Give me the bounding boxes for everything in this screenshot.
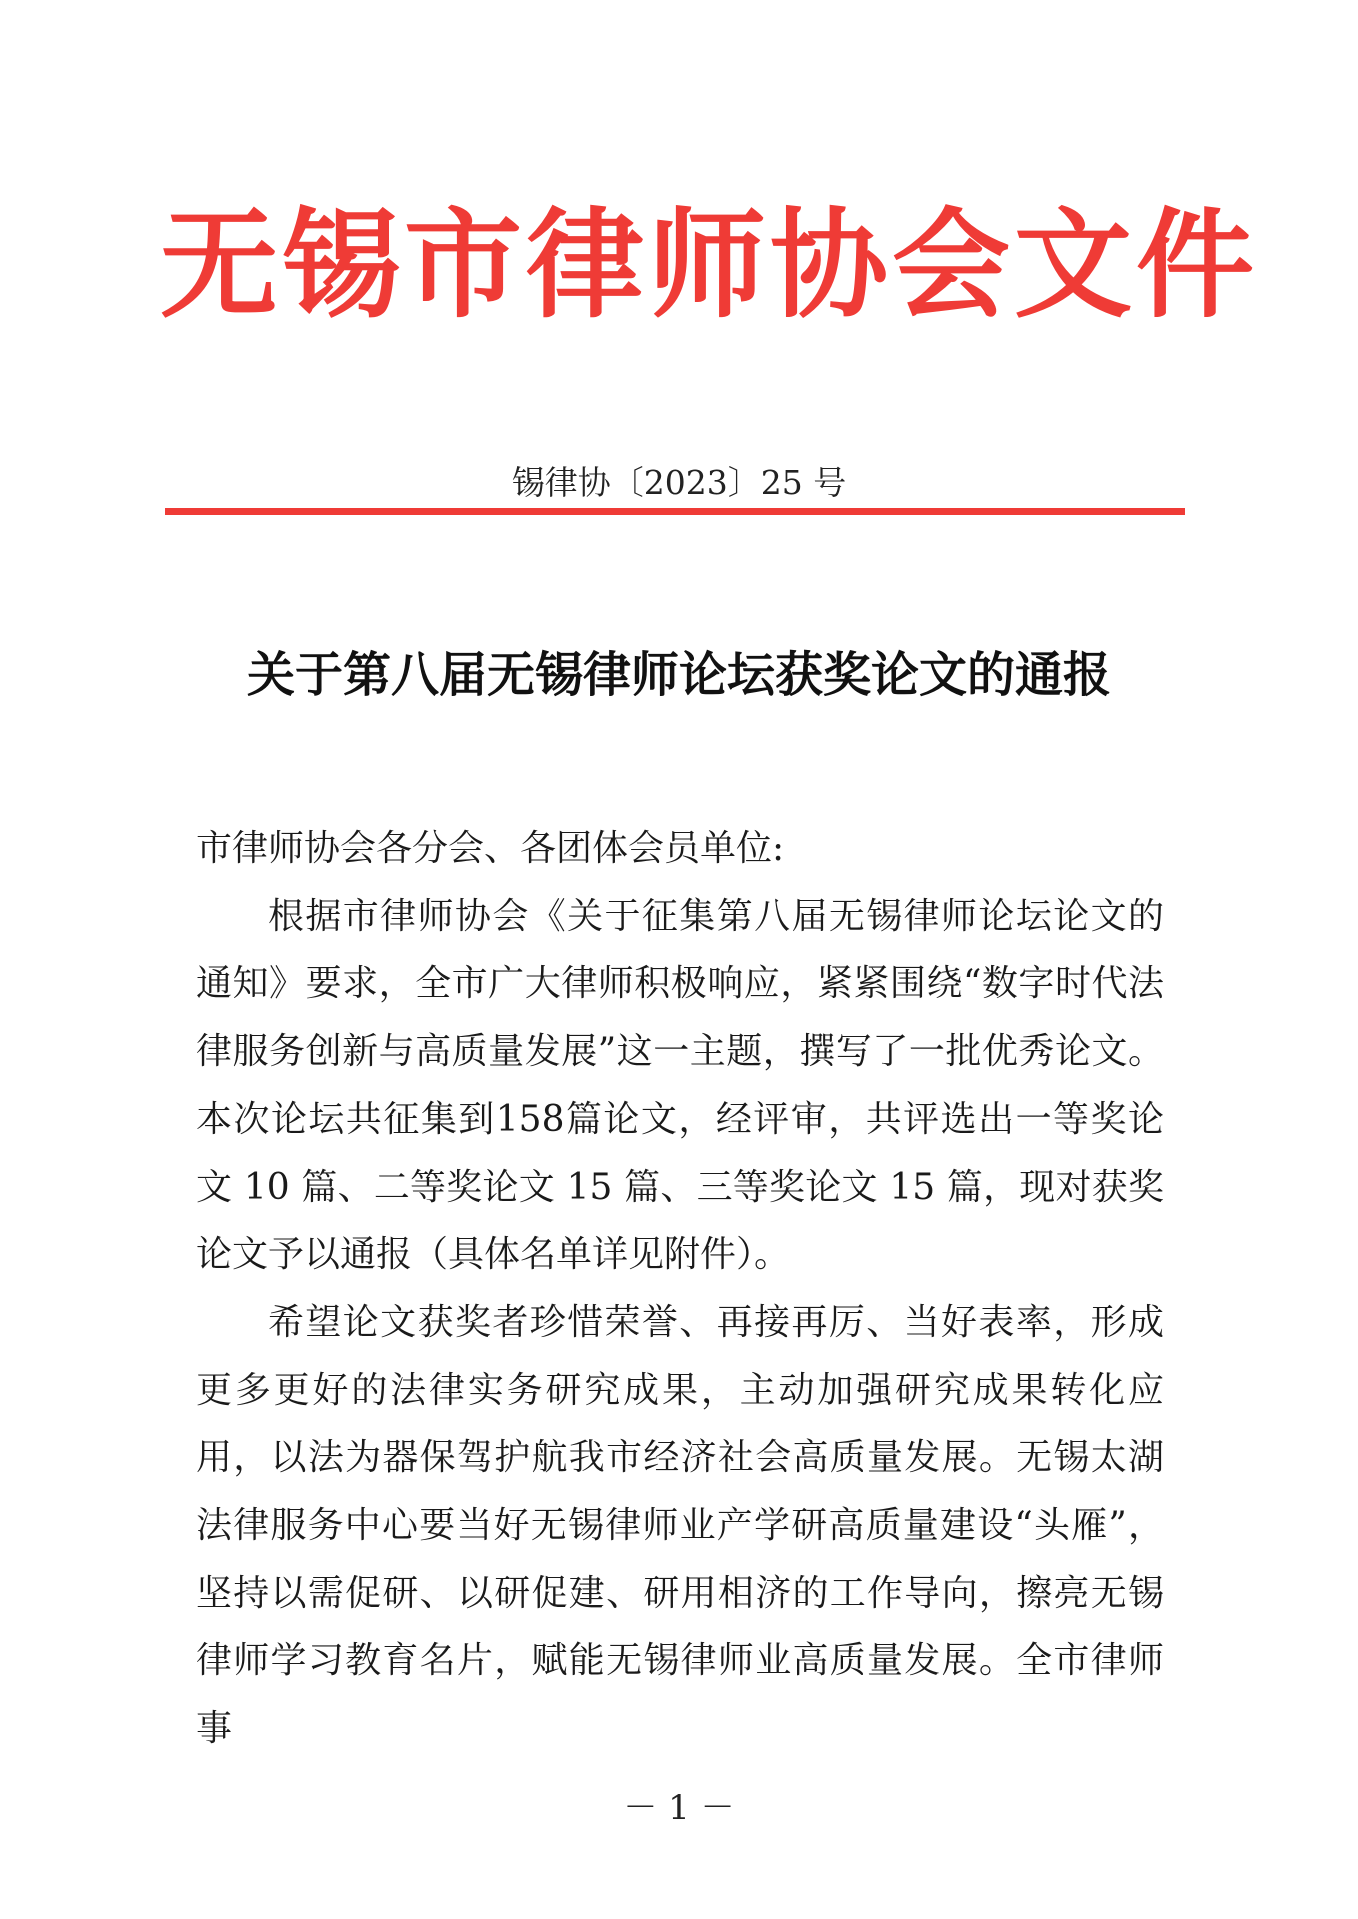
body-paragraph-1: 根据市律师协会《关于征集第八届无锡律师论坛论文的通知》要求，全市广大律师积极响应，紧紧围绕“数字时代法律服务创新与高质量发展”这一主题，撰写了一批优秀论文。本次论坛共征集到158篇论文，经评审，共评选出一等奖论文 10 篇、二等奖论文 15 篇、三等奖论文 15 篇，现对获奖论文予以通报（具体名单详见附件）。 xyxy=(196,895,1164,1276)
red-divider-line xyxy=(165,508,1185,515)
body-paragraph-2: 希望论文获奖者珍惜荣誉、再接再厉、当好表率，形成更多更好的法律实务研究成果，主动加强研究成果转化应用，以法为器保驾护航我市经济社会高质量发展。无锡太湖法律服务中心要当好无锡律师业产学研高质量建设“头雁”，坚持以需促研、以研促建、研用相济的工作导向，擦亮无锡律师学习教育名片，赋能无锡律师业高质量发展。全市律师事 xyxy=(196,1301,1164,1750)
document-title: 关于第八届无锡律师论坛获奖论文的通报 xyxy=(246,647,1111,703)
masthead-title: 无锡市律师协会文件 xyxy=(160,196,1259,334)
document-number: 锡律协〔2023〕25 号 xyxy=(511,463,847,502)
document-body xyxy=(196,815,1164,1763)
salutation: 市律师协会各分会、各团体会员单位: xyxy=(196,828,785,869)
page-number: － 1 － xyxy=(623,1788,735,1828)
